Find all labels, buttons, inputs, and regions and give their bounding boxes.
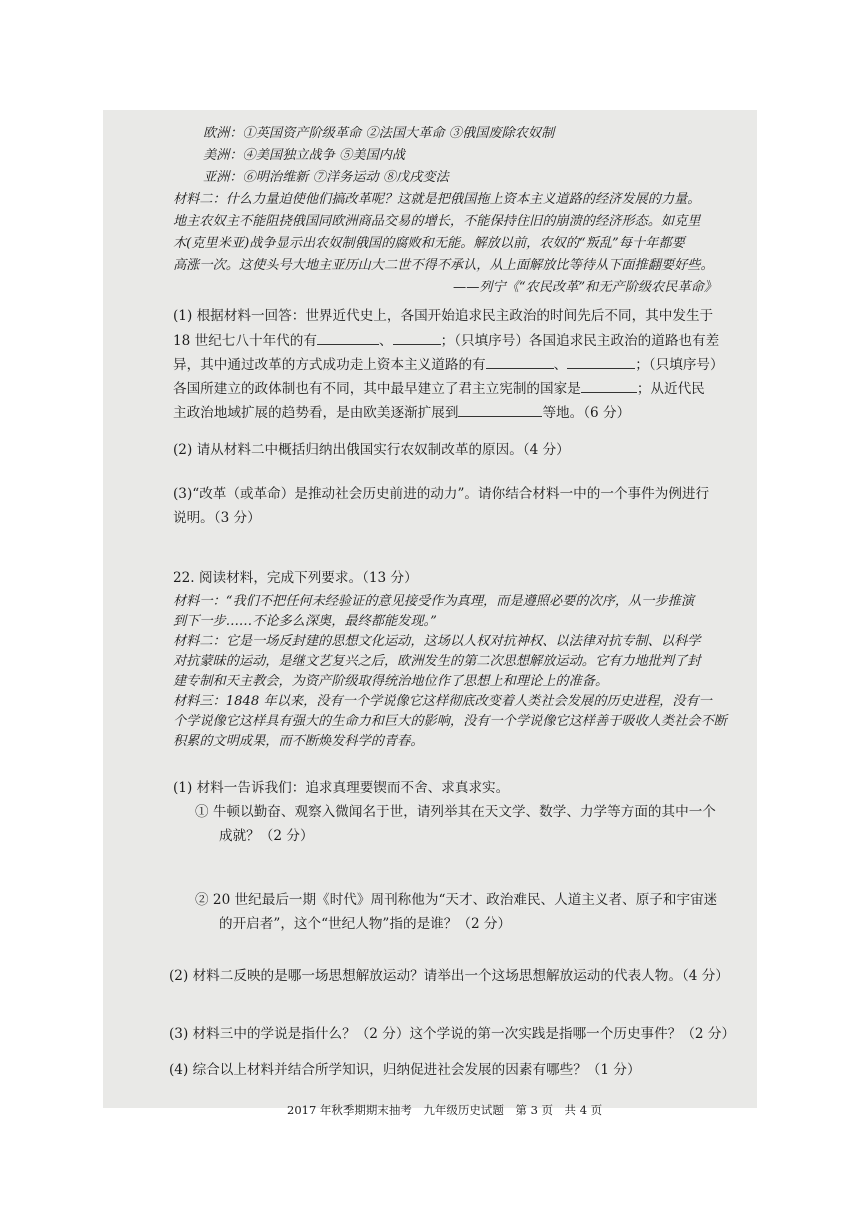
- q22-title: 22. 阅读材料，完成下列要求。（13 分）: [173, 570, 418, 586]
- material1-asia: 亚洲：⑥明治维新 ⑦洋务运动 ⑧戊戌变法: [203, 170, 449, 185]
- q21-text: ；（只填序号）: [635, 357, 724, 373]
- material1-europe: 欧洲：①英国资产阶级革命 ②法国大革命 ③俄国废除农奴制: [203, 126, 555, 141]
- q21-text: 各国所建立的政体制也有不同，其中最早建立了君主立宪制的国家是: [173, 381, 581, 397]
- q21-p3-line2: 说明。（3 分）: [173, 510, 261, 526]
- q22-material3: 材料三：1848 年以来，没有一个学说像它这样彻底改变着人类社会发展的历史进程，没有一: [173, 694, 712, 709]
- q22-material2: 建专制和天主教会，为资产阶级取得统治地位作了思想上和理论上的准备。: [173, 674, 609, 689]
- q22-p3: (3) 材料三中的学说是指什么？（2 分）这个学说的第一次实践是指哪一个历史事件？（2 分）: [169, 1026, 736, 1042]
- q21-p1-line2: [173, 330, 719, 351]
- q22-p1b: ② 20 世纪最后一期《时代》周刊称他为“天才、政治难民、人道主义者、原子和宇宙迷: [195, 892, 718, 908]
- q22-p1a: 成就？（2 分）: [219, 828, 314, 844]
- answer-blank[interactable]: [486, 354, 554, 369]
- q21-text: 、: [553, 357, 568, 373]
- q21-p1-line5: [173, 402, 630, 423]
- q21-p1-line4: [173, 378, 705, 399]
- q21-p3-line1: (3)“改革（或革命）是推动社会历史前进的动力”。请你结合材料一中的一个事件为例进行: [173, 486, 710, 502]
- answer-blank[interactable]: [581, 378, 637, 393]
- q22-p2: (2) 材料二反映的是哪一场思想解放运动？请举出一个这场思想解放运动的代表人物。（4 分）: [169, 968, 729, 984]
- q21-text: 、: [378, 333, 393, 349]
- q22-material3: 积累的文明成果，而不断焕发科学的青春。: [173, 734, 424, 749]
- material2-source: ——列宁《“农民改革”和无产阶级农民革命》: [453, 280, 718, 295]
- material2-line: 高涨一次。这使头号大地主亚历山大二世不得不承认，从上面解放比等待从下面推翻要好些。: [173, 258, 714, 273]
- page-footer: 2017 年秋季期期末抽考 九年级历史试题 第 3 页 共 4 页: [287, 1103, 603, 1117]
- q22-material2: 对抗蒙昧的运动，是继文艺复兴之后，欧洲发生的第二次思想解放运动。它有力地批判了封: [173, 654, 701, 669]
- answer-blank[interactable]: [458, 402, 542, 417]
- material2-line: 木(克里米亚)战争显示出农奴制俄国的腐败和无能。解放以前，农奴的“叛乱”每十年都要: [173, 236, 685, 251]
- q22-p1a: ① 牛顿以勤奋、观察入微闻名于世，请列举其在天文学、数学、力学等方面的其中一个: [195, 804, 716, 820]
- q21-text: 异，其中通过改革的方式成功走上资本主义道路的有: [173, 357, 486, 373]
- q21-p1-line1: (1) 根据材料一回答：世界近代史上，各国开始追求民主政治的时间先后不同，其中发生于: [173, 308, 714, 324]
- q21-text: ；（只填序号）各国追求民主政治的道路也有差: [440, 333, 720, 349]
- q21-p1-line3: [173, 354, 724, 375]
- answer-blank[interactable]: [393, 330, 441, 345]
- material1-america: 美洲：④美国独立战争 ⑤美国内战: [203, 148, 406, 163]
- q22-material3: 个学说像它这样具有强大的生命力和巨大的影响，没有一个学说像它这样善于吸收人类社会不断: [173, 714, 727, 729]
- answer-blank[interactable]: [567, 354, 635, 369]
- q22-material2: 材料二：它是一场反封建的思想文化运动，这场以人权对抗神权、以法律对抗专制、以科学: [173, 634, 701, 649]
- q21-text: 18 世纪七八十年代的有: [173, 333, 317, 349]
- material2-line: 材料二：什么力量迫使他们搞改革呢？这就是把俄国拖上资本主义道路的经济发展的力量。: [173, 192, 701, 207]
- exam-page: [103, 110, 757, 1117]
- material2-line: 地主农奴主不能阻挠俄国同欧洲商品交易的增长，不能保持住旧的崩溃的经济形态。如克里: [173, 214, 701, 229]
- q22-material1: 到下一步……不论多么深奥，最终都能发现。”: [173, 614, 437, 629]
- answer-blank[interactable]: [317, 330, 379, 345]
- q22-p1: (1) 材料一告诉我们：追求真理要锲而不舍、求真求实。: [173, 780, 510, 796]
- q22-material1: 材料一：“我们不把任何未经验证的意见接受作为真理，而是遵照必要的次序，从一步推演: [173, 594, 695, 609]
- q22-p1b: 的开启者”，这个“世纪人物”指的是谁？（2 分）: [219, 916, 512, 932]
- q21-p2: (2) 请从材料二中概括归纳出俄国实行农奴制改革的原因。（4 分）: [173, 442, 570, 458]
- q21-text: 主政治地域扩展的趋势看，是由欧美逐渐扩展到: [173, 405, 459, 421]
- q21-text: 等地。（6 分）: [542, 405, 631, 421]
- q22-p4: (4) 综合以上材料并结合所学知识，归纳促进社会发展的因素有哪些？（1 分）: [169, 1062, 641, 1078]
- q21-text: ；从近代民: [636, 381, 705, 397]
